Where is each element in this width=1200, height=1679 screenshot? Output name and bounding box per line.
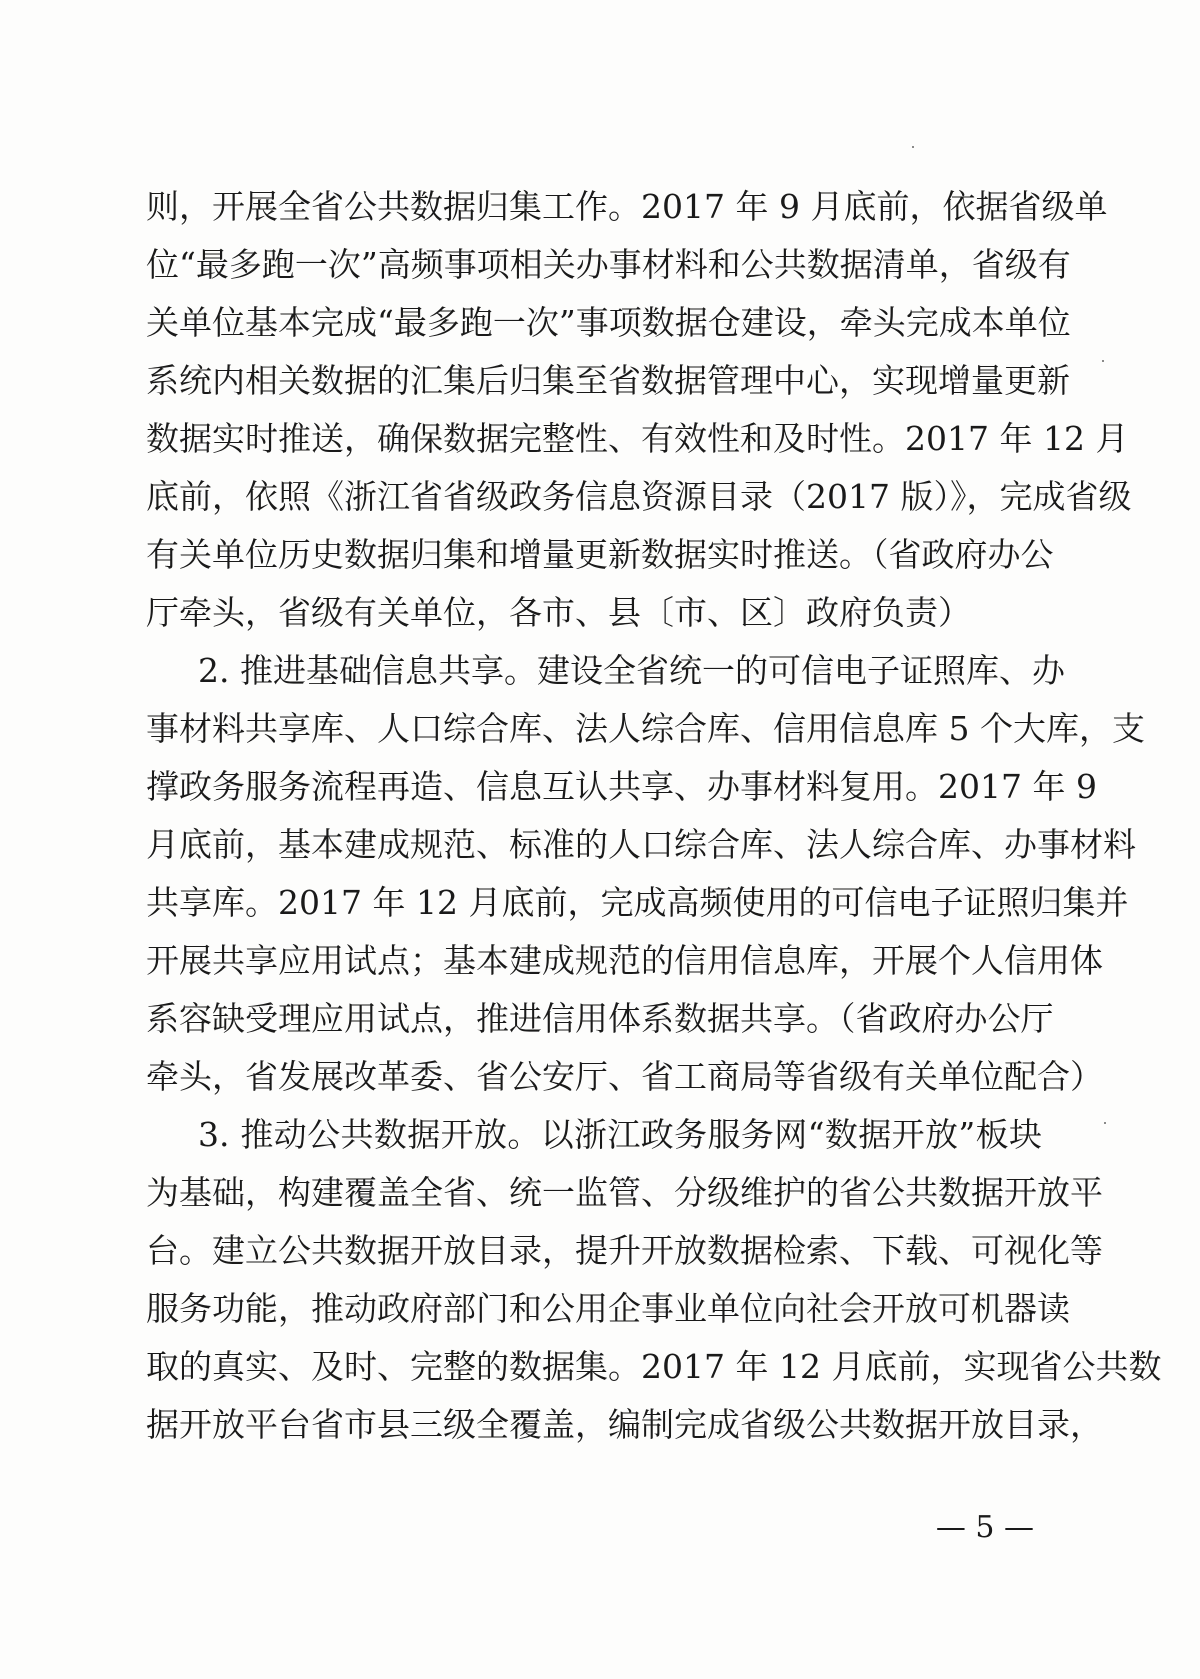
- text-line: 为基础，构建覆盖全省、统一监管、分级维护的省公共数据开放平: [146, 1173, 1103, 1212]
- page-number: — 5 —: [935, 1510, 1034, 1545]
- text-line: 系容缺受理应用试点，推进信用体系数据共享。（省政府办公厅: [146, 999, 1054, 1038]
- text-line: 牵头，省发展改革委、省公安厅、省工商局等省级有关单位配合）: [146, 1057, 1103, 1096]
- text-line: 关单位基本完成“最多跑一次”事项数据仓建设，牵头完成本单位: [146, 303, 1071, 342]
- text-line: 底前，依照《浙江省省级政务信息资源目录（2017 版）》，完成省级: [146, 477, 1132, 516]
- body-text: [146, 178, 1162, 1454]
- text-line: 3. 推动公共数据开放。以浙江政务服务网“数据开放”板块: [198, 1115, 1042, 1154]
- text-line: 共享库。2017 年 12 月底前，完成高频使用的可信电子证照归集并: [146, 883, 1129, 922]
- text-line: 2. 推进基础信息共享。建设全省统一的可信电子证照库、办: [198, 651, 1065, 690]
- text-line: 有关单位历史数据归集和增量更新数据实时推送。（省政府办公: [146, 535, 1054, 574]
- text-line: 事材料共享库、人口综合库、法人综合库、信用信息库 5 个大库，支: [146, 709, 1145, 748]
- scan-speck: [1104, 1122, 1106, 1124]
- scan-speck: [1102, 360, 1104, 362]
- text-line: 则，开展全省公共数据归集工作。2017 年 9 月底前，依据省级单: [146, 187, 1108, 226]
- text-line: 位“最多跑一次”高频事项相关办事材料和公共数据清单，省级有: [146, 245, 1071, 284]
- text-line: 月底前，基本建成规范、标准的人口综合库、法人综合库、办事材料: [146, 825, 1136, 864]
- text-line: 数据实时推送，确保数据完整性、有效性和及时性。2017 年 12 月: [146, 419, 1129, 458]
- text-line: 撑政务服务流程再造、信息互认共享、办事材料复用。2017 年 9: [146, 767, 1097, 806]
- text-line: 台。建立公共数据开放目录，提升开放数据检索、下载、可视化等: [146, 1231, 1103, 1270]
- text-line: 取的真实、及时、完整的数据集。2017 年 12 月底前，实现省公共数: [146, 1347, 1162, 1386]
- scan-speck: [912, 146, 914, 148]
- text-line: 据开放平台省市县三级全覆盖，编制完成省级公共数据开放目录，: [146, 1405, 1103, 1444]
- text-line: 厅牵头，省级有关单位，各市、县〔市、区〕政府负责）: [146, 593, 971, 632]
- text-line: 系统内相关数据的汇集后归集至省数据管理中心，实现增量更新: [146, 361, 1070, 400]
- text-line: 服务功能，推动政府部门和公用企事业单位向社会开放可机器读: [146, 1289, 1070, 1328]
- text-line: 开展共享应用试点；基本建成规范的信用信息库，开展个人信用体: [146, 941, 1103, 980]
